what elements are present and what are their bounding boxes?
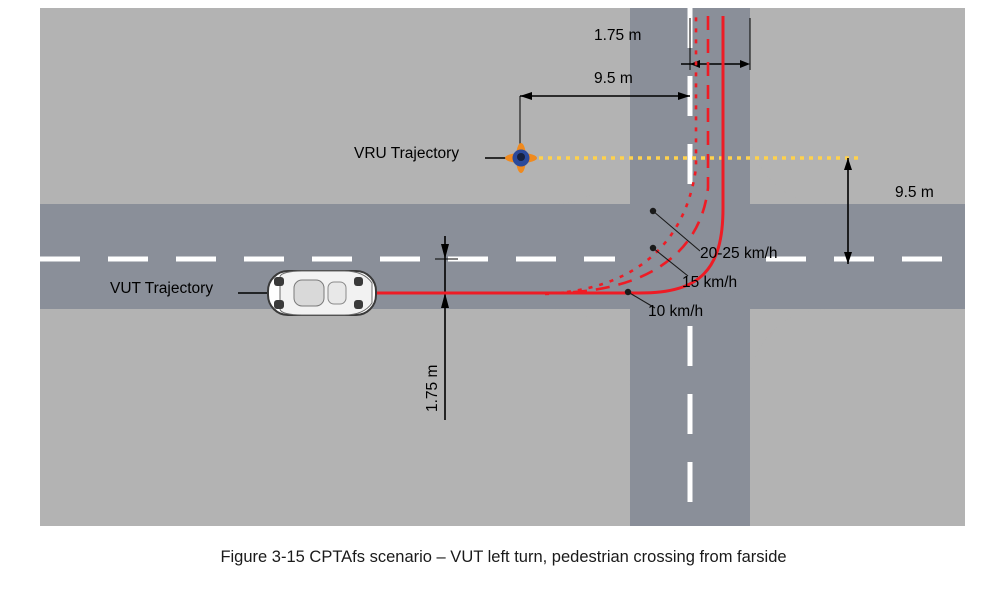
scenario-diagram [40, 8, 965, 526]
dimension-label-bottom: 1.75 m [424, 364, 441, 412]
vut-trajectory-label: VUT Trajectory [110, 280, 214, 297]
speed-label-10: 10 km/h [648, 303, 704, 320]
vut-vehicle-icon [268, 271, 376, 315]
dimension-label-top-inner: 1.75 m [594, 27, 642, 44]
dimension-label-top-outer: 9.5 m [594, 70, 633, 87]
speed-label-15: 15 km/h [682, 274, 738, 291]
speed-label-20-25: 20-25 km/h [700, 245, 778, 262]
figure-caption: Figure 3-15 CPTAfs scenario – VUT left turn, pedestrian crossing from farside [220, 548, 787, 566]
vru-trajectory-label: VRU Trajectory [354, 145, 460, 162]
dimension-label-right: 9.5 m [895, 184, 934, 201]
